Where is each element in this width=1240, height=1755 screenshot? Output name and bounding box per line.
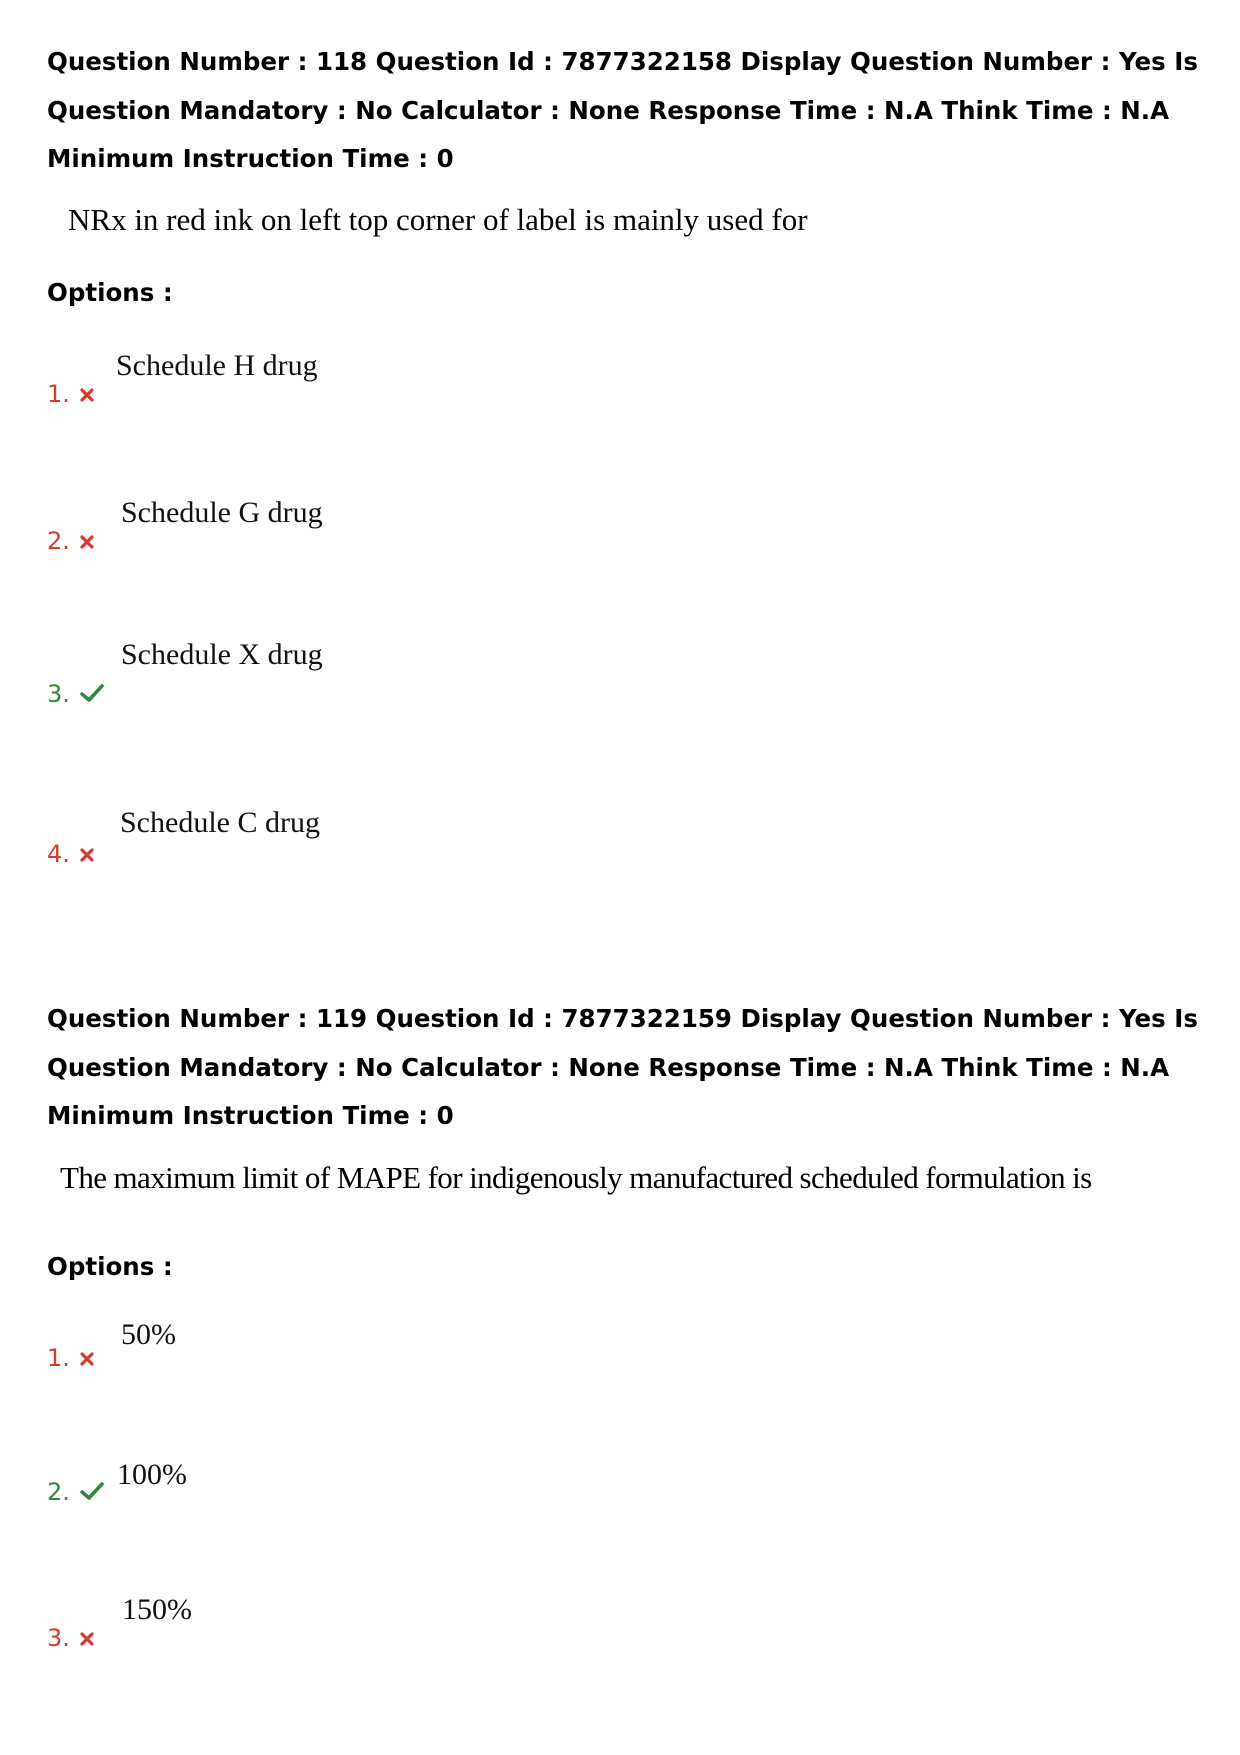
options-label: Options : <box>47 278 173 307</box>
cross-icon <box>80 840 94 868</box>
option-text: Schedule X drug <box>121 638 323 671</box>
option-text: 150% <box>122 1593 192 1626</box>
option-number-label: 4. <box>47 840 70 868</box>
check-icon <box>80 1478 104 1506</box>
option-number <box>47 840 94 868</box>
option-number <box>47 527 94 555</box>
option-number-label: 3. <box>47 680 70 708</box>
question-stem: The maximum limit of MAPE for indigenously manufactured scheduled formulation is <box>60 1160 1092 1195</box>
cross-icon <box>80 380 94 408</box>
option-number-label: 3. <box>47 1624 70 1652</box>
option-number-label: 1. <box>47 1344 70 1372</box>
cross-icon <box>80 1344 94 1372</box>
options-label: Options : <box>47 1252 173 1281</box>
option-text: 50% <box>121 1318 176 1351</box>
option-text: Schedule H drug <box>116 349 318 382</box>
cross-icon <box>80 1624 94 1652</box>
option-text: Schedule C drug <box>120 806 320 839</box>
cross-icon <box>80 527 94 555</box>
check-icon <box>80 680 104 708</box>
option-number-label: 2. <box>47 1478 70 1506</box>
option-number-label: 2. <box>47 527 70 555</box>
question-meta: Question Number : 118 Question Id : 7877322158 Display Question Number : Yes Is Question Mandatory : No Calculator : None Response Time : N.A Think Time : N.A Minimum Instruction Time : 0 <box>47 47 1198 173</box>
option-text: Schedule G drug <box>121 496 323 529</box>
option-number <box>47 680 104 708</box>
option-number <box>47 380 94 408</box>
option-number <box>47 1624 94 1652</box>
option-number <box>47 1344 94 1372</box>
option-number <box>47 1478 104 1506</box>
question-stem: NRx in red ink on left top corner of label is mainly used for <box>68 202 808 237</box>
question-meta: Question Number : 119 Question Id : 7877322159 Display Question Number : Yes Is Question Mandatory : No Calculator : None Response Time : N.A Think Time : N.A Minimum Instruction Time : 0 <box>47 1004 1198 1130</box>
option-number-label: 1. <box>47 380 70 408</box>
option-text: 100% <box>117 1458 187 1491</box>
